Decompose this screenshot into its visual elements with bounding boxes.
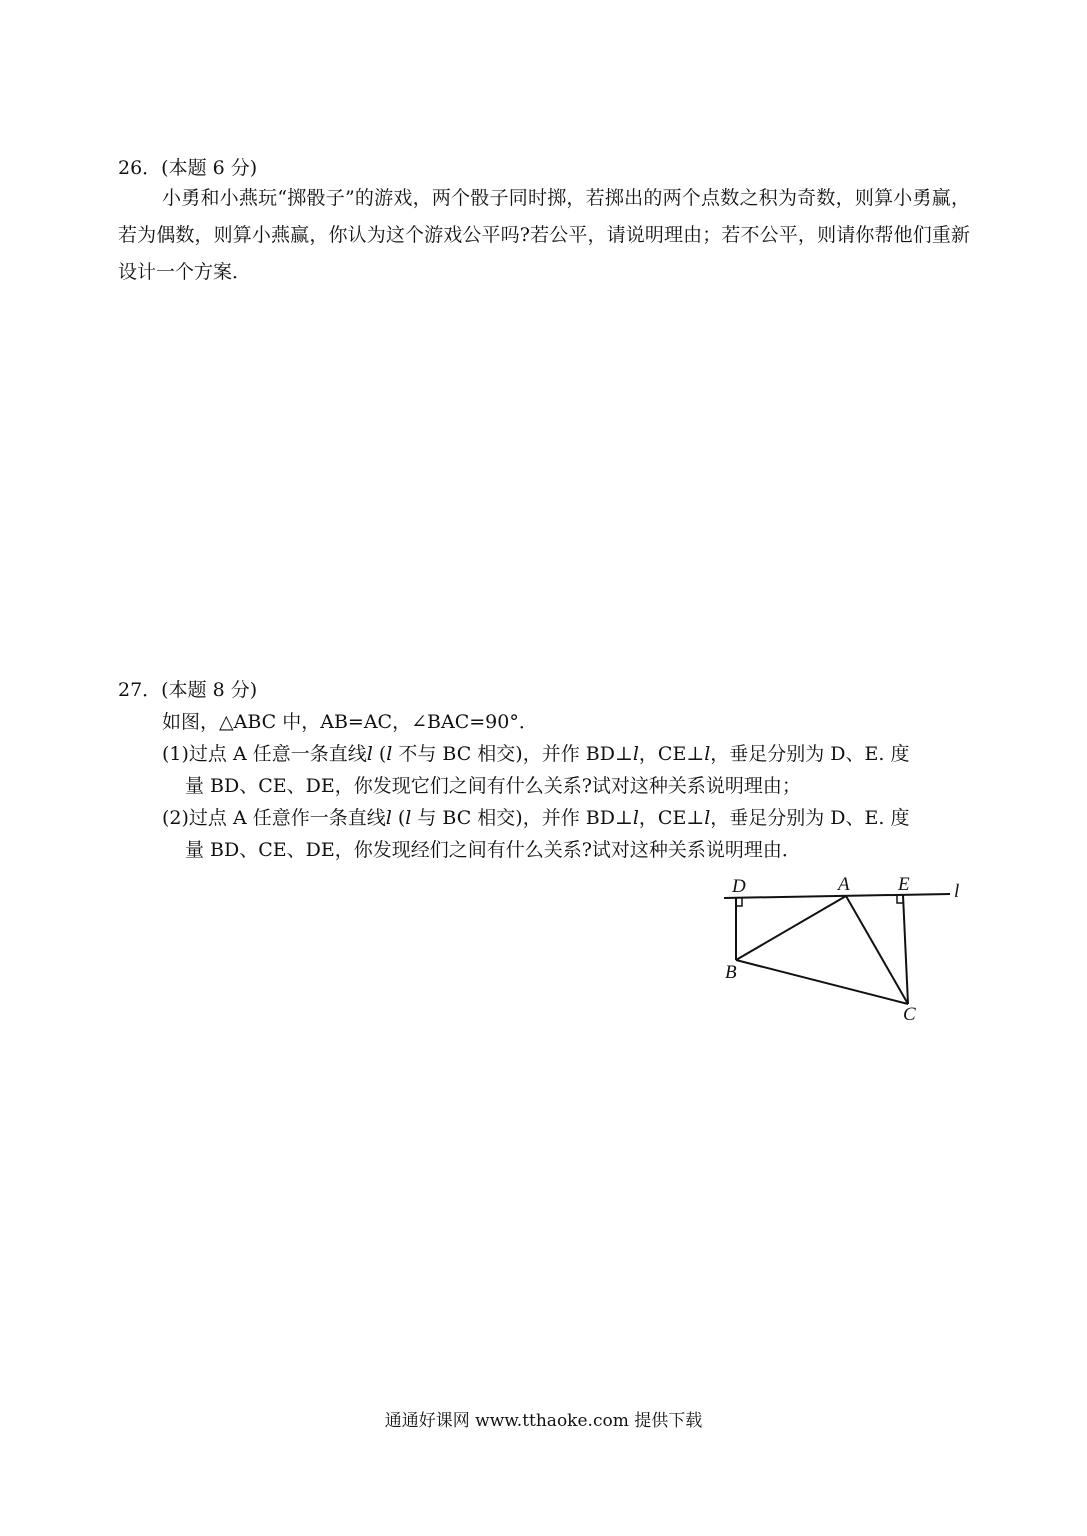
segment-ac <box>846 896 908 1004</box>
line-l-symbol: l <box>632 807 639 829</box>
label-l: l <box>954 881 960 902</box>
problem-26-body: 小勇和小燕玩“掷骰子”的游戏，两个骰子同时掷，若掷出的两个点数之积为奇数，则算小勇赢，若为偶数，则算小燕赢，你认为这个游戏公平吗?若公平，请说明理由；若不公平，则请你帮他们重新设计一个方案． <box>118 187 970 283</box>
text: ( <box>372 743 387 765</box>
footer-watermark: 通通好课网 www.tthaoke.com 提供下载 <box>384 1411 703 1431</box>
label-d: D <box>732 876 746 897</box>
problem-27-part2-line1 <box>162 806 910 830</box>
text: ，垂足分别为 D、E. 度 <box>710 743 910 765</box>
text: 不与 BC 相交)，并作 BD⊥ <box>392 743 633 765</box>
line-l-symbol: l <box>385 807 392 829</box>
text: ，CE⊥ <box>638 743 705 765</box>
segment-bc <box>736 960 908 1004</box>
line-l-symbol: l <box>386 743 393 765</box>
line-l-symbol: l <box>366 743 373 765</box>
problem-27-part1-line2: 量 BD、CE、DE，你发现它们之间有什么关系?试对这种关系说明理由； <box>185 775 801 797</box>
text: ，垂足分别为 D、E. 度 <box>710 807 910 829</box>
segment-ce <box>903 895 908 1004</box>
line-l-symbol: l <box>632 743 639 765</box>
problem-27-part1-line1 <box>162 742 910 766</box>
segment-ab <box>736 896 846 960</box>
label-b: B <box>725 962 737 983</box>
line-l-symbol: l <box>704 807 711 829</box>
text: ，CE⊥ <box>638 807 705 829</box>
text: (1)过点 A 任意一条直线 <box>162 743 367 765</box>
line-l-symbol: l <box>704 743 711 765</box>
text: ( <box>391 807 406 829</box>
text: 与 BC 相交)，并作 BD⊥ <box>411 807 633 829</box>
problem-27-header: 27．(本题 8 分) <box>118 679 258 701</box>
text: (2)过点 A 任意作一条直线 <box>162 807 386 829</box>
line-l <box>724 894 950 898</box>
label-e: E <box>898 874 910 895</box>
problem-27-part2-line2: 量 BD、CE、DE，你发现经们之间有什么关系?试对这种关系说明理由． <box>185 839 801 861</box>
label-a: A <box>838 874 850 895</box>
label-c: C <box>903 1004 916 1025</box>
line-l-symbol: l <box>405 807 412 829</box>
problem-26-header: 26．(本题 6 分) <box>118 157 258 179</box>
geometry-figure <box>700 870 990 1030</box>
problem-27-intro: 如图，△ABC 中，AB=AC，∠BAC=90°． <box>162 711 538 733</box>
